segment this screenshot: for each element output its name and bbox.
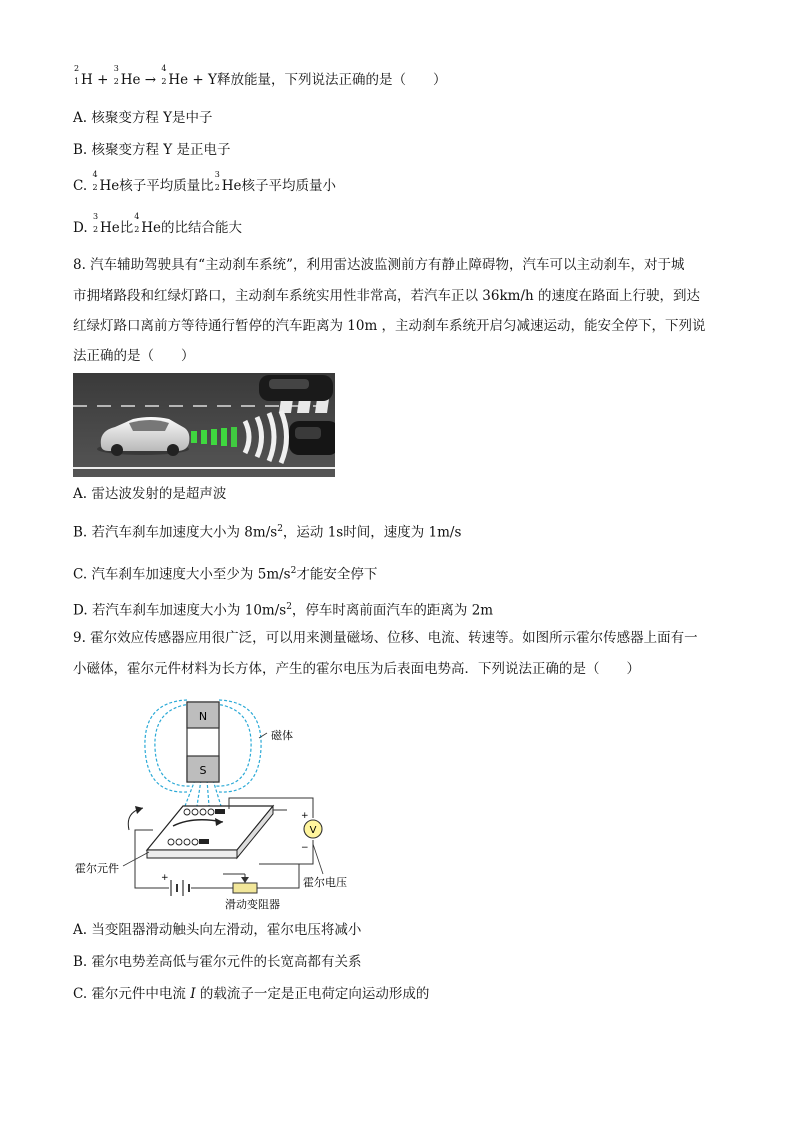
battery (161, 873, 189, 896)
hall-voltage-label: 霍尔电压 (303, 876, 347, 889)
q9-option-a[interactable]: A. 当变阻器滑动触头向左滑动，霍尔电压将减小 (73, 922, 362, 938)
q8-option-b[interactable]: B. 若汽车刹车加速度大小为 $8m/s^2$，运动 1s时间，速度为 1m/s (73, 524, 462, 541)
q8-stem-line-3: 红绿灯路口离前方等待通行暂停的汽车距离为 10m ，主动刹车系统开启匀减速运动，能安全停下，下列说 (73, 318, 706, 334)
q9-stem-line-2: 小磁体，霍尔元件材料为长方体，产生的霍尔电压为后表面电势高．下列说法正确的是（ ） (73, 661, 640, 677)
q7-option-c[interactable]: C. 4 2 He核子平均质量比 3 2 He核子平均质量小 (73, 170, 336, 194)
hall-element-pointer (123, 852, 149, 866)
q8-option-a[interactable]: A. 雷达波发射的是超声波 (73, 486, 227, 502)
q8-stem-line-4: 法正确的是（ ） (73, 348, 195, 364)
hall-element-label: 霍尔元件 (75, 862, 119, 875)
q7-stem-tail: 释放能量，下列说法正确的是（ ） (216, 72, 447, 88)
nuclide-he4: 4 2 He (134, 212, 161, 236)
nuclide-he4: 4 2 He (92, 170, 120, 194)
q9-option-c[interactable]: C. 霍尔元件中电流 I 的载流子一定是正电荷定向运动形成的 (73, 986, 430, 1002)
rheostat-label: 滑动变阻器 (225, 898, 280, 911)
hall-element (147, 806, 273, 858)
q8-option-c[interactable]: C. 汽车刹车加速度大小至少为 $5m/s^2$才能安全停下 (73, 566, 378, 583)
q8-option-d[interactable]: D. 若汽车刹车加速度大小为 $10m/s^2$，停车时离前面汽车的距离为 2m (73, 602, 494, 619)
q9-stem-line-1: 9. 霍尔效应传感器应用很广泛，可以用来测量磁场、位移、电流、转速等。如图所示霍尔传感器上面有一 (73, 630, 698, 646)
voltmeter-plus: + (301, 811, 309, 821)
black-car-top (259, 375, 333, 401)
voltmeter-minus: − (301, 843, 309, 853)
hall-sensor-diagram (73, 688, 373, 913)
nuclide-he3: 3 2 He (113, 64, 141, 88)
q7-option-b[interactable]: B. 核聚变方程 Y 是正电子 (73, 142, 231, 158)
q9-option-b[interactable]: B. 霍尔电势差高低与霍尔元件的长宽高都有关系 (73, 954, 362, 970)
q8-stem-line-2: 市拥堵路段和红绿灯路口，主动刹车系统实用性非常高，若汽车正以 36km/h 的速度在路面上行驶，到达 (73, 288, 700, 304)
battery-plus: + (161, 873, 169, 883)
black-car-front (289, 421, 335, 455)
rheostat (223, 874, 257, 893)
nuclide-he3: 3 2 He (214, 170, 242, 194)
hall-voltage-pointer (313, 844, 323, 874)
radar-car-photo (73, 373, 335, 477)
south-pole-label: S (199, 764, 207, 777)
current-arrow (128, 808, 143, 830)
voltmeter-label: V (309, 825, 317, 836)
q7-option-d[interactable]: D. 3 2 He比 4 2 He的比结合能大 (73, 212, 242, 236)
voltmeter (301, 811, 322, 853)
magnet (187, 702, 219, 782)
q7-stem: 2 1 H + 3 2 He → 4 2 He + Y释放能量，下列说法正确的是（ ） (74, 64, 447, 88)
q8-stem-line-1: 8. 汽车辅助驾驶具有“主动刹车系统”，利用雷达波监测前方有静止障碍物，汽车可以主动刹车，对于城 (73, 257, 685, 273)
nuclide-he4: 4 2 He (161, 64, 189, 88)
north-pole-label: N (198, 710, 208, 723)
nuclide-he3: 3 2 He (92, 212, 120, 236)
q7-option-a[interactable]: A. 核聚变方程 Y是中子 (73, 110, 213, 126)
current-arrowhead (135, 806, 143, 814)
magnet-label: 磁体 (271, 729, 293, 742)
nuclide-h2: 2 1 H (74, 64, 93, 88)
